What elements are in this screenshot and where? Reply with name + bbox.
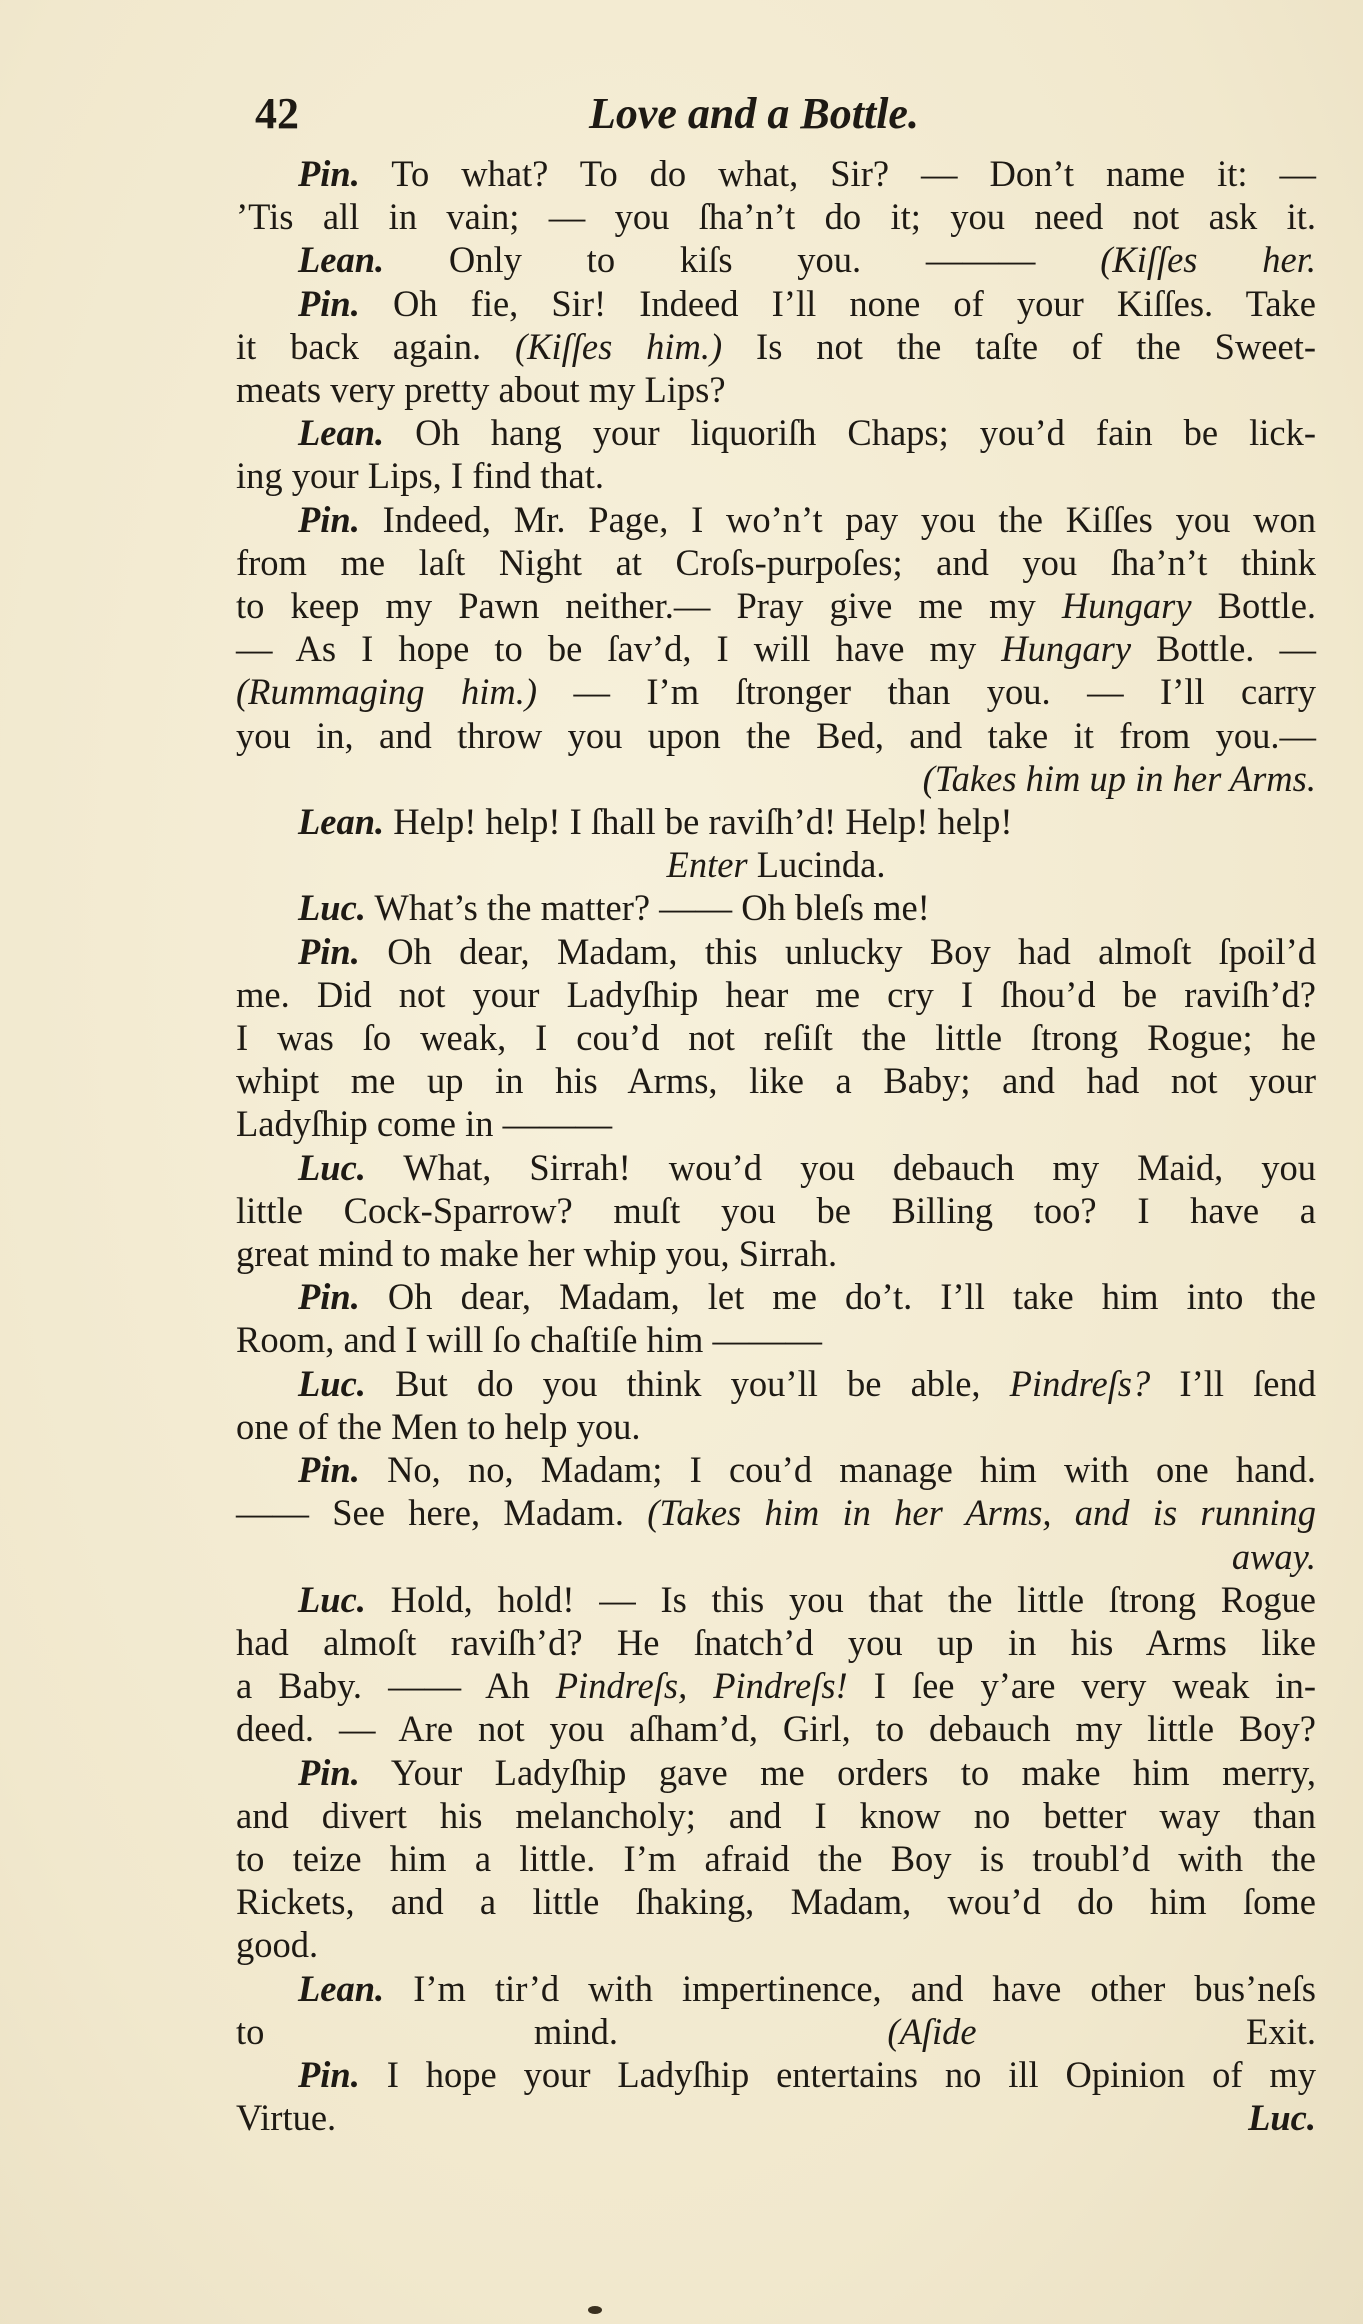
text-line	[236, 1275, 1316, 1318]
text-line	[236, 498, 1316, 541]
speaker-name: Lean.	[298, 801, 385, 843]
dialogue-text: to mind.	[236, 2010, 888, 2052]
text-line	[236, 1102, 1316, 1145]
dialogue-text: Oh dear, Madam, let me do’t. I’ll take him into the	[359, 1276, 1316, 1318]
text-line	[236, 282, 1316, 325]
dialogue-text: Ladyſhip come in ———	[236, 1103, 613, 1145]
text-line	[236, 757, 1316, 800]
dialogue-text: Hold, hold! — Is this you that the little ſtrong Rogue	[365, 1578, 1316, 1620]
text-line	[236, 800, 1316, 843]
dialogue-text: one of the Men to help you.	[236, 1405, 641, 1447]
stage-direction: Hungary	[1061, 585, 1192, 627]
text-line	[236, 2096, 1316, 2139]
speaker-name: Lean.	[298, 1967, 385, 2009]
speaker-name: Pin.	[298, 1276, 360, 1318]
text-line	[236, 1967, 1316, 2010]
text-line	[236, 714, 1316, 757]
dialogue-text: had almoſt raviſh’d? He ſnatch’d you up in his Arms like	[236, 1621, 1316, 1663]
dialogue-text: Help! help! I ſhall be raviſh’d! Help! help!	[384, 801, 1013, 843]
text-line	[236, 2053, 1316, 2096]
dialogue-text: to keep my Pawn neither.— Pray give me my	[236, 585, 1062, 627]
text-line	[236, 584, 1316, 627]
text-line	[236, 1405, 1316, 1448]
dialogue-text: from me laſt Night at Croſs-purpoſes; and you ſha’n’t think	[236, 541, 1316, 583]
speaker-name: Luc.	[298, 1578, 366, 1620]
text-line	[236, 973, 1316, 1016]
text-line	[236, 1535, 1316, 1578]
stage-direction: (Takes him in her Arms, and is running	[647, 1492, 1316, 1534]
dialogue-text: good.	[236, 1924, 319, 1966]
dialogue-text: I ſee y’are very weak in-	[847, 1665, 1316, 1707]
dialogue-text: and divert his melancholy; and I know no better way than	[236, 1794, 1316, 1836]
dialogue-text: me. Did not your Ladyſhip hear me cry I ſhou’d be raviſh’d?	[236, 973, 1316, 1015]
text-line	[236, 541, 1316, 584]
stage-direction: Enter	[666, 844, 748, 886]
text-line	[236, 1016, 1316, 1059]
dialogue-text: Oh dear, Madam, this unlucky Boy had almoſt ſpoil’d	[359, 930, 1316, 972]
dialogue-text: I’m tir’d with impertinence, and have other bus’neſs	[384, 1967, 1316, 2009]
text-line	[236, 238, 1316, 281]
dialogue-text: it back again.	[236, 325, 515, 367]
speaker-name: Luc.	[298, 1362, 366, 1404]
dialogue-text: Your Ladyſhip gave me orders to make him merry,	[359, 1751, 1316, 1793]
stage-direction: (Takes him up in her Arms.	[922, 757, 1316, 799]
text-line	[236, 368, 1316, 411]
text-line	[236, 1362, 1316, 1405]
dialogue-text: To what? To do what, Sir? — Don’t name it: —	[359, 153, 1316, 194]
dialogue-text: Exit.	[976, 2010, 1316, 2052]
dialogue-text: Oh hang your liquoriſh Chaps; you’d fain be lick-	[384, 412, 1316, 454]
text-line	[236, 1794, 1316, 1837]
dialogue-text: Indeed, Mr. Page, I wo’n’t pay you the Kiſſes you won	[359, 498, 1316, 540]
text-line	[236, 1318, 1316, 1361]
text-line	[236, 886, 1316, 929]
text-line	[236, 454, 1316, 497]
dialogue-text: No, no, Madam; I cou’d manage him with one hand.	[359, 1449, 1316, 1491]
text-line	[236, 627, 1316, 670]
text-line	[236, 195, 1316, 238]
speaker-name: Lean.	[298, 412, 385, 454]
text-line	[236, 1059, 1316, 1102]
dialogue-text: Rickets, and a little ſhaking, Madam, wou’d do him ſome	[236, 1881, 1316, 1923]
speaker-name: Pin.	[298, 930, 360, 972]
dialogue-text: Lucinda.	[747, 844, 886, 886]
dialogue-text: Bottle. —	[1131, 628, 1316, 670]
text-line	[236, 1232, 1316, 1275]
text-line	[236, 325, 1316, 368]
text-line	[236, 843, 1316, 886]
dialogue-text: you in, and throw you upon the Bed, and take it from you.—	[236, 714, 1316, 756]
text-line	[236, 670, 1316, 713]
stage-direction: Pindreſs?	[1009, 1362, 1151, 1404]
dialogue-text: meats very pretty about my Lips?	[236, 369, 726, 411]
dialogue-text: Oh fie, Sir! Indeed I’ll none of your Kiſſes. Take	[359, 282, 1316, 324]
text-line	[236, 1578, 1316, 1621]
text-line	[236, 1491, 1316, 1534]
printer-ornament	[588, 2306, 602, 2314]
text-line	[236, 1751, 1316, 1794]
play-text	[236, 152, 1316, 2139]
dialogue-text: What’s the matter? —— Oh bleſs me!	[365, 887, 930, 929]
dialogue-text: Room, and I will ſo chaſtiſe him ———	[236, 1319, 822, 1361]
page-number: 42	[255, 89, 299, 138]
text-line	[236, 1448, 1316, 1491]
speaker-name: Pin.	[298, 1751, 360, 1793]
speaker-name: Pin.	[298, 1449, 360, 1491]
speaker-name: Pin.	[298, 282, 360, 324]
dialogue-text: Bottle.	[1191, 585, 1317, 627]
stage-direction: (Kiſſes him.)	[514, 325, 723, 367]
dialogue-text: I was ſo weak, I cou’d not reſiſt the little ſtrong Rogue; he	[236, 1017, 1316, 1059]
text-line	[236, 411, 1316, 454]
text-line	[236, 1923, 1316, 1966]
text-line	[236, 1189, 1316, 1232]
dialogue-text: What, Sirrah! wou’d you debauch my Maid, you	[365, 1146, 1316, 1188]
text-line	[236, 1707, 1316, 1750]
speaker-name: Luc.	[298, 1146, 366, 1188]
stage-direction: (Kiſſes her.	[1100, 239, 1316, 281]
dialogue-text: to teize him a little. I’m afraid the Boy is troubl’d with the	[236, 1837, 1316, 1879]
dialogue-text: —— See here, Madam.	[236, 1492, 648, 1534]
stage-direction: Hungary	[1001, 628, 1132, 670]
dialogue-text: deed. — Are not you aſham’d, Girl, to debauch my little Boy?	[236, 1708, 1316, 1750]
dialogue-text: ing your Lips, I find that.	[236, 455, 604, 497]
speaker-name: Luc.	[298, 887, 366, 929]
text-line	[236, 2010, 1316, 2053]
dialogue-text: — As I hope to be ſav’d, I will have my	[236, 628, 1002, 670]
text-line	[236, 1837, 1316, 1880]
text-line	[236, 1880, 1316, 1923]
speaker-name: Pin.	[298, 2053, 360, 2095]
dialogue-text: Is not the taſte of the Sweet-	[722, 325, 1316, 367]
text-line	[236, 1621, 1316, 1664]
dialogue-text: Virtue.	[236, 2097, 1249, 2139]
speaker-name: Pin.	[298, 498, 360, 540]
dialogue-text: a Baby. —— Ah	[236, 1665, 556, 1707]
dialogue-text: I’ll ſend	[1150, 1362, 1316, 1404]
dialogue-text: — I’m ſtronger than you. — I’ll carry	[537, 671, 1316, 713]
text-line	[236, 930, 1316, 973]
stage-direction: Pindreſs, Pindreſs!	[555, 1665, 848, 1707]
dialogue-text: Only to kiſs you. ———	[384, 239, 1101, 281]
speaker-name: Pin.	[298, 153, 360, 194]
stage-direction: away.	[1231, 1535, 1316, 1577]
stage-direction: (Rummaging him.)	[236, 671, 538, 713]
text-line	[236, 1664, 1316, 1707]
dialogue-text: ’Tis all in vain; — you ſha’n’t do it; you need not ask it.	[236, 196, 1316, 238]
running-title: Love and a Bottle.	[589, 89, 919, 138]
dialogue-text: But do you think you’ll be able,	[365, 1362, 1010, 1404]
speaker-name: Luc.	[1248, 2097, 1316, 2139]
dialogue-text: I hope your Ladyſhip entertains no ill Opinion of my	[359, 2053, 1316, 2095]
dialogue-text: great mind to make her whip you, Sirrah.	[236, 1233, 838, 1275]
text-line	[236, 1146, 1316, 1189]
dialogue-text: whipt me up in his Arms, like a Baby; and had not your	[236, 1060, 1316, 1102]
speaker-name: Lean.	[298, 239, 385, 281]
stage-direction: (Aſide	[887, 2010, 977, 2052]
dialogue-text: little Cock-Sparrow? muſt you be Billing too? I have a	[236, 1189, 1316, 1231]
text-line	[236, 152, 1316, 195]
